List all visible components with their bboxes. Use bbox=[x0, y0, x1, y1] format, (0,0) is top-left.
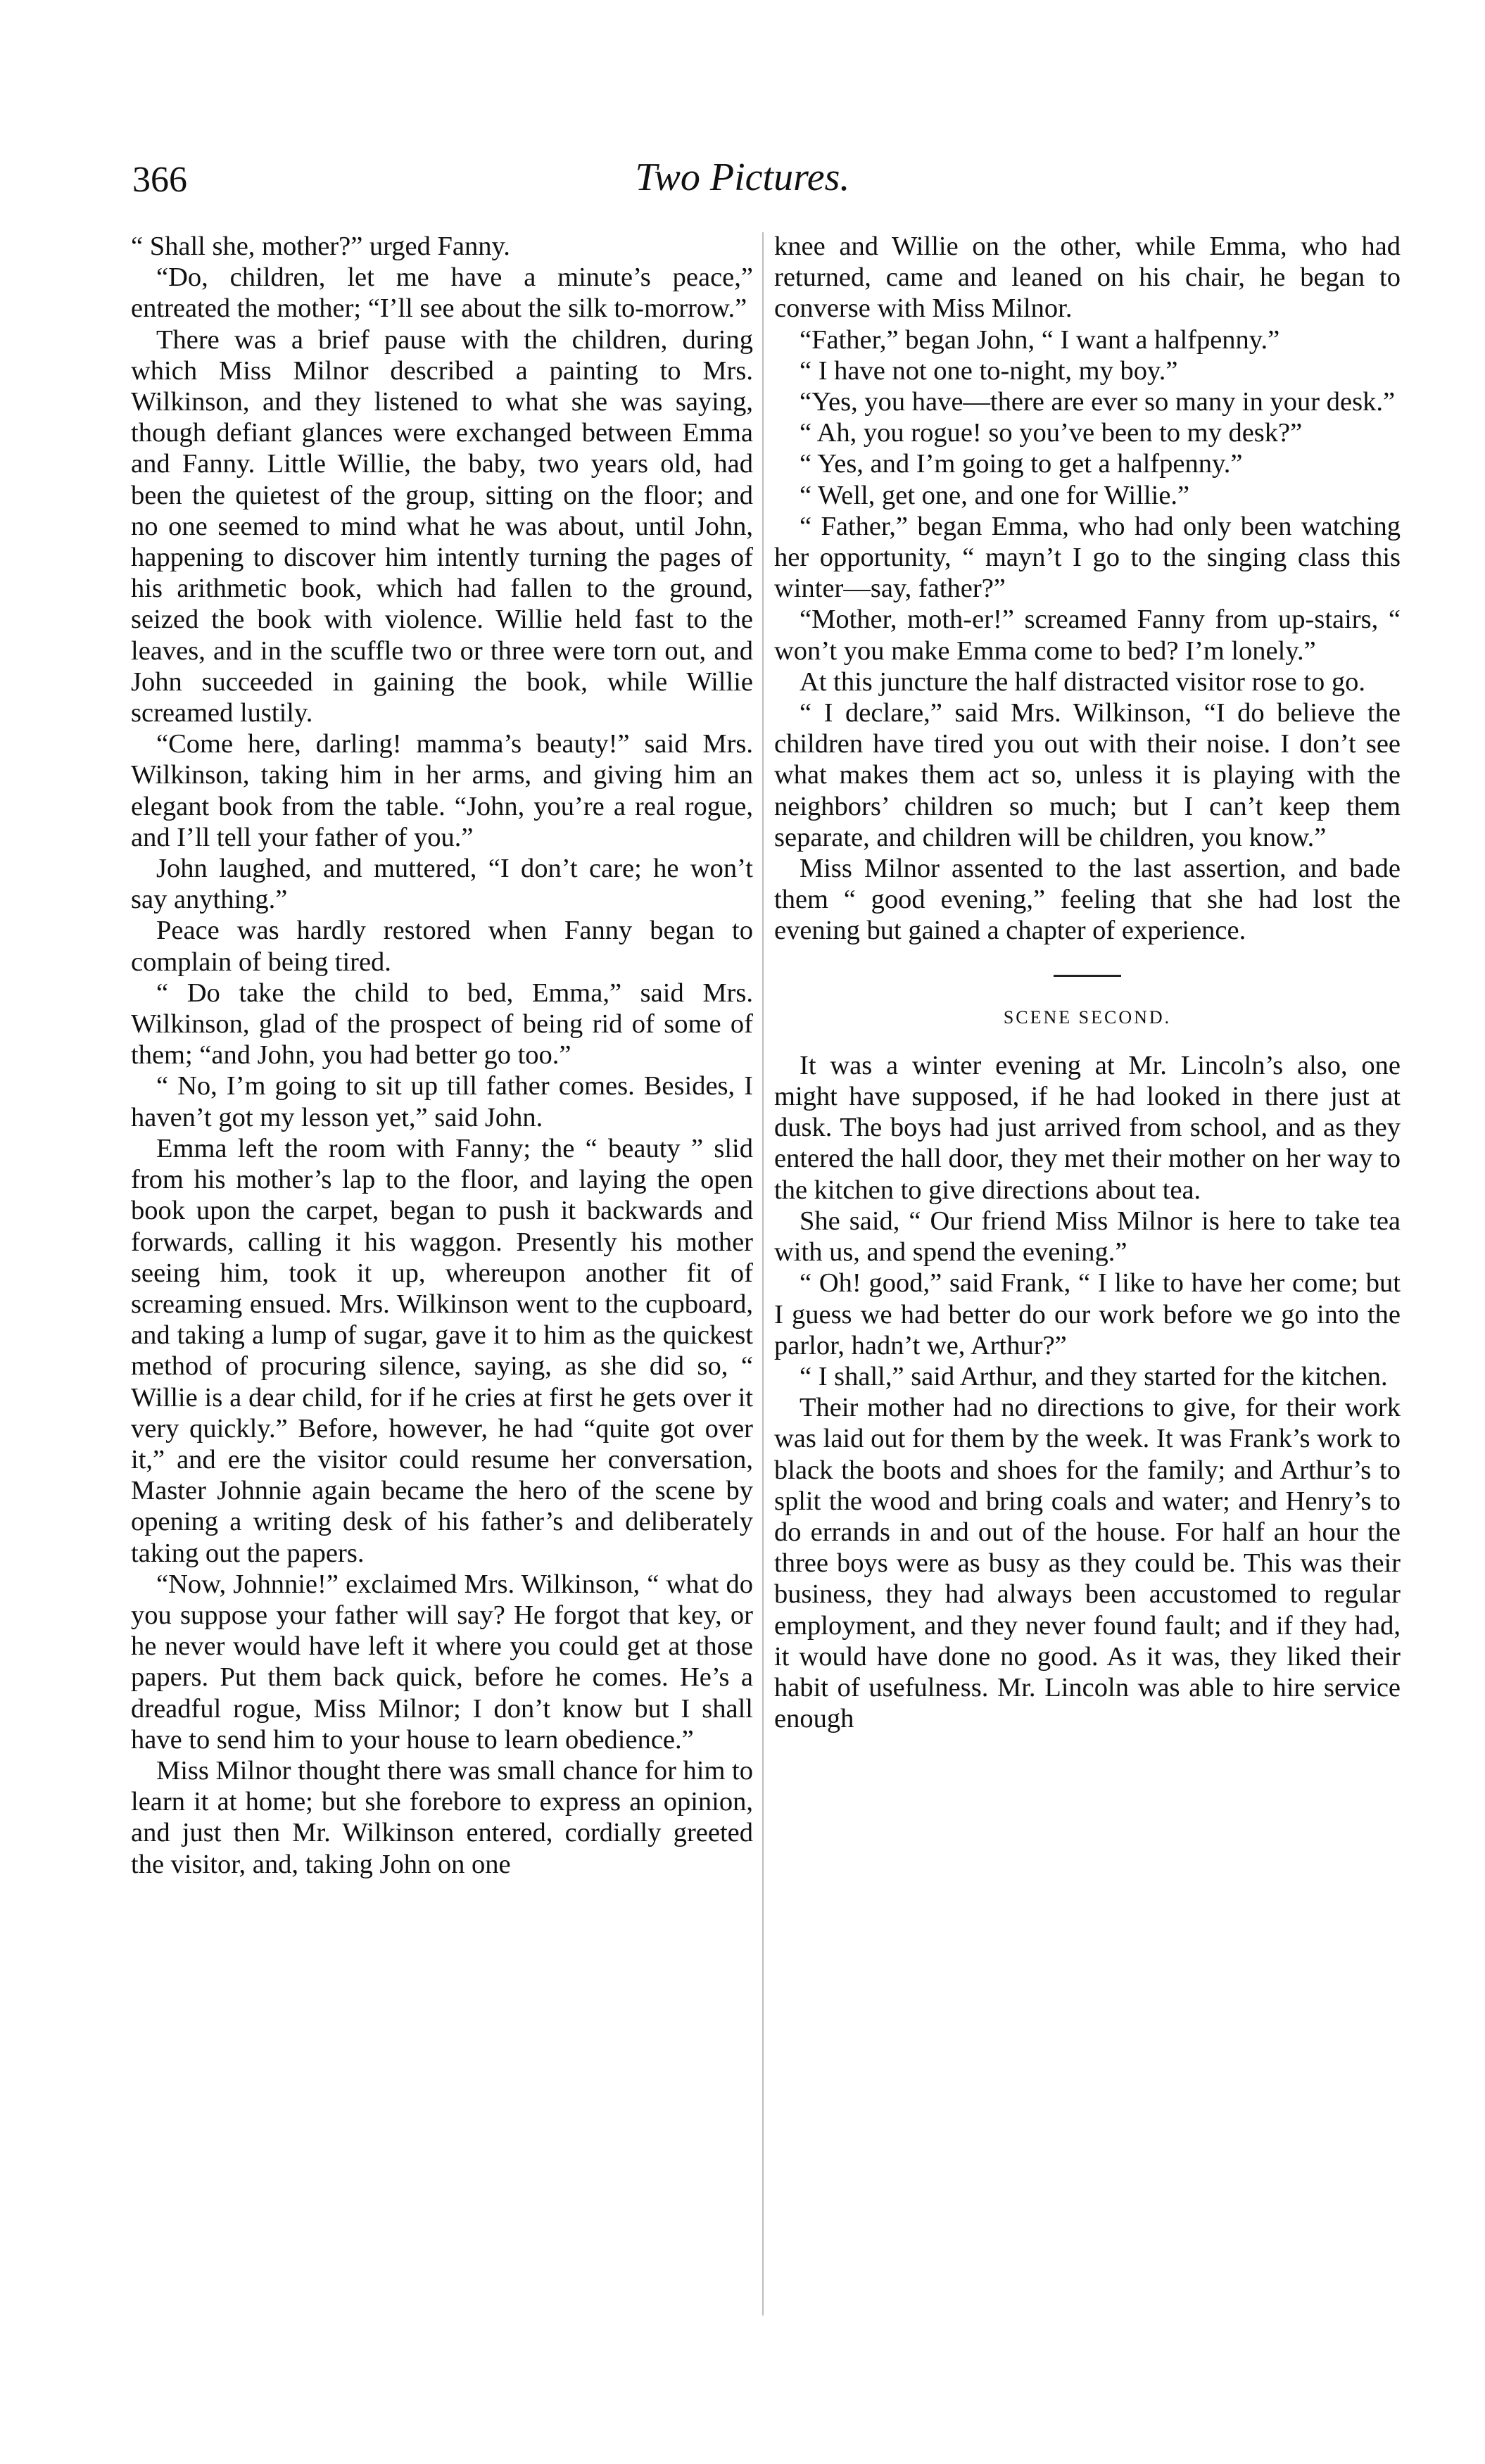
page-number: 366 bbox=[132, 160, 187, 200]
paragraph: Emma left the room with Fanny; the “ beauty ” slid from his mother’s lap to the floor, and laying the open book upon the carpet, began to push it backwards and forwards, calling it his waggon. Presently his mother seeing him, took it up, whereupon another fit of screaming ensued. Mrs. Wilkinson went to the cupboard, and taking a lump of sugar, gave it to him as the quickest method of procuring silence, saying, as she did so, “ Willie is a dear child, for if he cries at first he gets over it very quickly.” Before, however, he had “quite got over it,” and ere the visitor could resume her conversation, Master Johnnie again became the hero of the scene by opening a writing desk of his father’s and deliberately taking out the papers. bbox=[131, 1133, 753, 1568]
paragraph: “ I have not one to-night, my boy.” bbox=[800, 355, 1178, 386]
left-column bbox=[131, 231, 753, 1880]
paragraph: “ Ah, you rogue! so you’ve been to my desk?” bbox=[800, 418, 1303, 448]
column-divider bbox=[762, 232, 764, 2315]
paragraph: “ I declare,” said Mrs. Wilkinson, “I do believe the children have tired you out with their noise. I don’t see what makes them act so, unless it is playing with the neighbors’ children so much; but I can’t keep them separate, and children will be children, you know.” bbox=[774, 698, 1401, 852]
paragraph: “ I shall,” said Arthur, and they started for the kitchen. bbox=[800, 1361, 1388, 1391]
paragraph: “ No, I’m going to sit up till father comes. Besides, I haven’t got my lesson yet,” said John. bbox=[131, 1071, 753, 1132]
paragraph: “Now, Johnnie!” exclaimed Mrs. Wilkinson, “ what do you suppose your father will say? He forgot that key, or he never would have left it where you could get at those papers. Put them back quick, before he comes. He’s a dreadful rogue, Miss Milnor; I don’t know but I shall have to send him to your house to learn obedience.” bbox=[131, 1569, 753, 1755]
paragraph: She said, “ Our friend Miss Milnor is here to take tea with us, and spend the evening.” bbox=[774, 1206, 1401, 1268]
paragraph: Miss Milnor thought there was small chance for him to learn it at home; but she forebore to express an opinion, and just then Mr. Wilkinson entered, cordially greeted the visitor, and, taking John on one bbox=[131, 1755, 753, 1879]
paragraph: John laughed, and muttered, “I don’t care; he won’t say anything.” bbox=[131, 854, 753, 915]
paragraph: “ Well, get one, and one for Willie.” bbox=[800, 480, 1190, 510]
paragraph: “Mother, moth-er!” screamed Fanny from up-stairs, “ won’t you make Emma come to bed? I’m lonely.” bbox=[774, 605, 1401, 666]
paragraph: “Come here, darling! mamma’s beauty!” said Mrs. Wilkinson, taking him in her arms, and giving him an elegant book from the table. “John, you’re a real rogue, and I’ll tell your father of you.” bbox=[131, 729, 753, 852]
paragraph: It was a winter evening at Mr. Lincoln’s also, one might have supposed, if he had looked in there just at dusk. The boys had just arrived from school, and as they entered the hall door, they met their mother on her way to the kitchen to give directions about tea. bbox=[774, 1050, 1401, 1205]
paragraph: “ Shall she, mother?” urged Fanny. bbox=[131, 232, 510, 261]
paragraph: “Do, children, let me have a minute’s peace,” entreated the mother; “I’ll see about the silk to-morrow.” bbox=[131, 263, 753, 324]
paragraph: knee and Willie on the other, while Emma, who had returned, came and leaned on his chair, he began to converse with Miss Milnor. bbox=[774, 232, 1401, 324]
paragraph: Miss Milnor assented to the last assertion, and bade them “ good evening,” feeling that she had lost the evening but gained a chapter of experience. bbox=[774, 854, 1401, 946]
paragraph: “ Do take the child to bed, Emma,” said Mrs. Wilkinson, glad of the prospect of being rid of some of them; “and John, you had better go too.” bbox=[131, 978, 753, 1070]
paragraph: “Father,” began John, “ I want a halfpenny.” bbox=[800, 324, 1280, 355]
paragraph: “ Yes, and I’m going to get a halfpenny.” bbox=[800, 449, 1243, 479]
scene-heading: SCENE SECOND. bbox=[1003, 1006, 1172, 1028]
paragraph: “ Father,” began Emma, who had only been watching her opportunity, “ mayn’t I go to the singing class this winter—say, father?” bbox=[774, 511, 1401, 604]
right-column bbox=[774, 231, 1401, 1734]
paragraph: There was a brief pause with the children, during which Miss Milnor described a painting to Mrs. Wilkinson, and they listened to what she was saying, though defiant glances were exchanged between Emma and Fanny. Little Willie, the baby, two years old, had been the quietest of the group, sitting on the floor; and no one seemed to mind what he was about, until John, happening to discover him intently turning the pages of his arithmetic book, which had fallen to the ground, seized the book with violence. Willie held fast to the leaves, and in the scuffle two or three were torn out, and John succeeded in gaining the book, while Willie screamed lustily. bbox=[131, 324, 753, 728]
paragraph: At this juncture the half distracted visitor rose to go. bbox=[800, 666, 1366, 697]
running-title: Two Pictures. bbox=[635, 156, 850, 199]
section-divider bbox=[1054, 975, 1121, 977]
paragraph: “ Oh! good,” said Frank, “ I like to have her come; but I guess we had better do our work before we go into the parlor, hadn’t we, Arthur?” bbox=[774, 1268, 1401, 1360]
paragraph: Peace was hardly restored when Fanny began to complain of being tired. bbox=[131, 916, 753, 977]
paragraph: “Yes, you have—there are ever so many in your desk.” bbox=[800, 387, 1396, 417]
paragraph: Their mother had no directions to give, for their work was laid out for them by the week. It was Frank’s work to black the boots and shoes for the family; and Arthur’s to split the wood and bring coals and water; and Henry’s to do errands in and out of the house. For half an hour the three boys were as busy as they could be. This was their business, they had always been accustomed to regular employment, and they never found fault; and if they had, it would have done no good. As it was, they liked their habit of usefulness. Mr. Lincoln was able to hire service enough bbox=[774, 1393, 1401, 1734]
